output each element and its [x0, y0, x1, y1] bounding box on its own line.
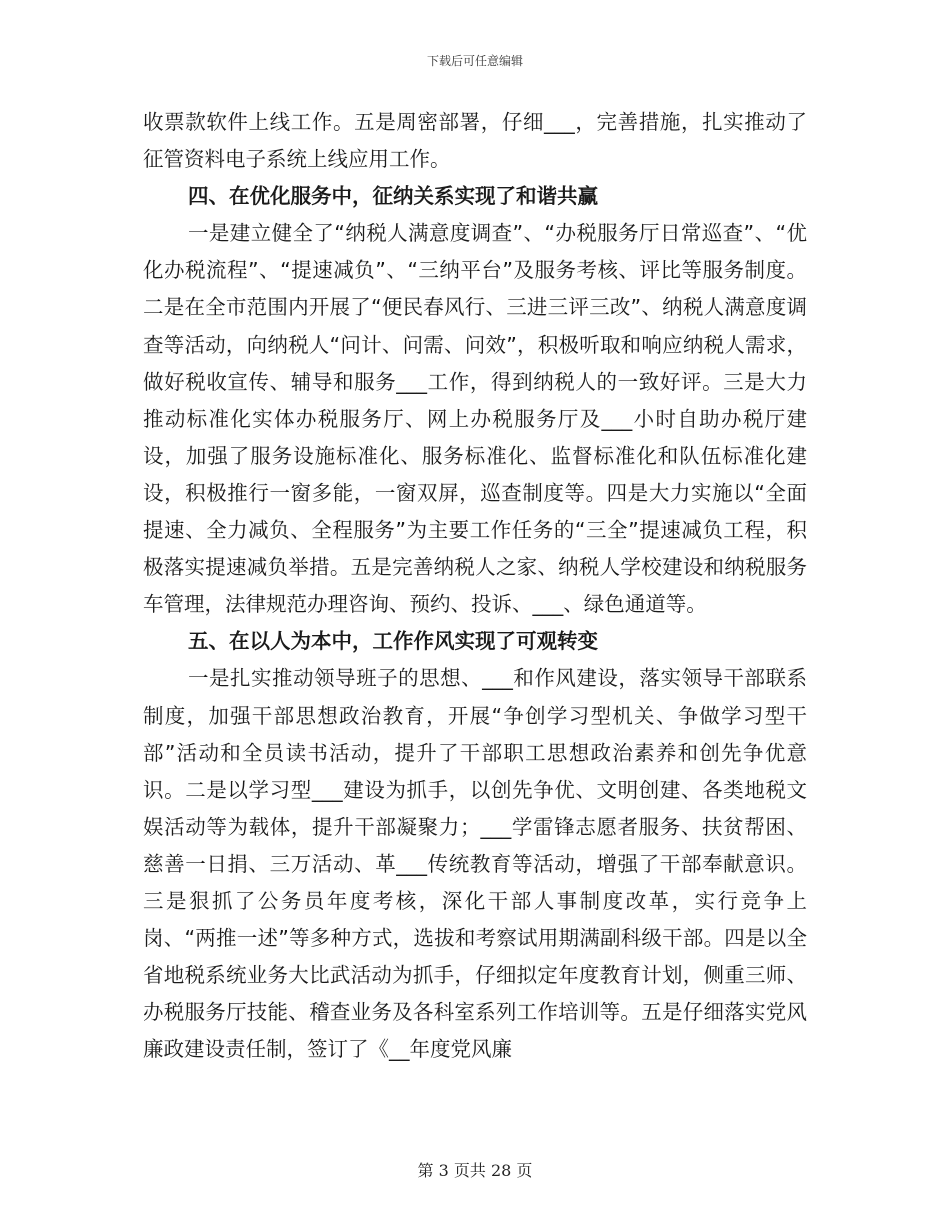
paragraph-section-5: 一是扎实推动领导班子的思想、___和作风建设，落实领导干部联系制度，加强干部思想政治教育，开展“争创学习型机关、争做学习型干部”活动和全员读书活动，提升了干部职工思想政治素养和创先争优意识。二是以学习型___建设为抓手，以创先争优、文明创建、各类地税文娱活动等为载体，提升干部凝聚力；___学雷锋志愿者服务、扶贫帮困、慈善一日捐、三万活动、革___传统教育等活动，增强了干部奉献意识。三是狠抓了公务员年度考核，深化干部人事制度改革，实行竞争上岗、“两推一述”等多种方式，选拔和考察试用期满副科级干部。四是以全省地税系统业务大比武活动为抓手，仔细拟定年度教育计划，侧重三师、办税服务厅技能、稽查业务及各科室系列工作培训等。五是仔细落实党风廉政建设责任制，签订了《__年度党风廉	[143, 666, 807, 1062]
header-note: 下载后可任意编辑	[426, 54, 523, 68]
document-body	[143, 104, 807, 1068]
section-heading-5: 五、在以人为本中，工作作风实现了可观转变	[188, 629, 598, 654]
paragraph-section-4: 一是建立健全了“纳税人满意度调查”、“办税服务厅日常巡查”、“优化办税流程”、“提速减负”、“三纳平台”及服务考核、评比等服务制度。二是在全市范围内开展了“便民春风行、三进三评三改”、纳税人满意度调查等活动，向纳税人“问计、问需、问效”，积极听取和响应纳税人需求，做好税收宣传、辅导和服务___工作，得到纳税人的一致好评。三是大力推动标准化实体办税服务厅、网上办税服务厅及___小时自助办税厅建设，加强了服务设施标准化、服务标准化、监督标准化和队伍标准化建设，积极推行一窗多能，一窗双屏，巡查制度等。四是大力实施以“全面提速、全力减负、全程服务”为主要工作任务的“三全”提速减负工程，积极落实提速减负举措。五是完善纳税人之家、纳税人学校建设和纳税服务车管理，法律规范办理咨询、预约、投诉、___、绿色通道等。	[143, 221, 807, 617]
page-footer: 第 3 页共 28 页	[417, 1161, 533, 1180]
section-heading-4: 四、在优化服务中，征纳关系实现了和谐共赢	[188, 184, 598, 209]
paragraph-continuation: 收票款软件上线工作。五是周密部署，仔细___，完善措施，扎实推动了征管资料电子系统上线应用工作。	[143, 110, 807, 172]
